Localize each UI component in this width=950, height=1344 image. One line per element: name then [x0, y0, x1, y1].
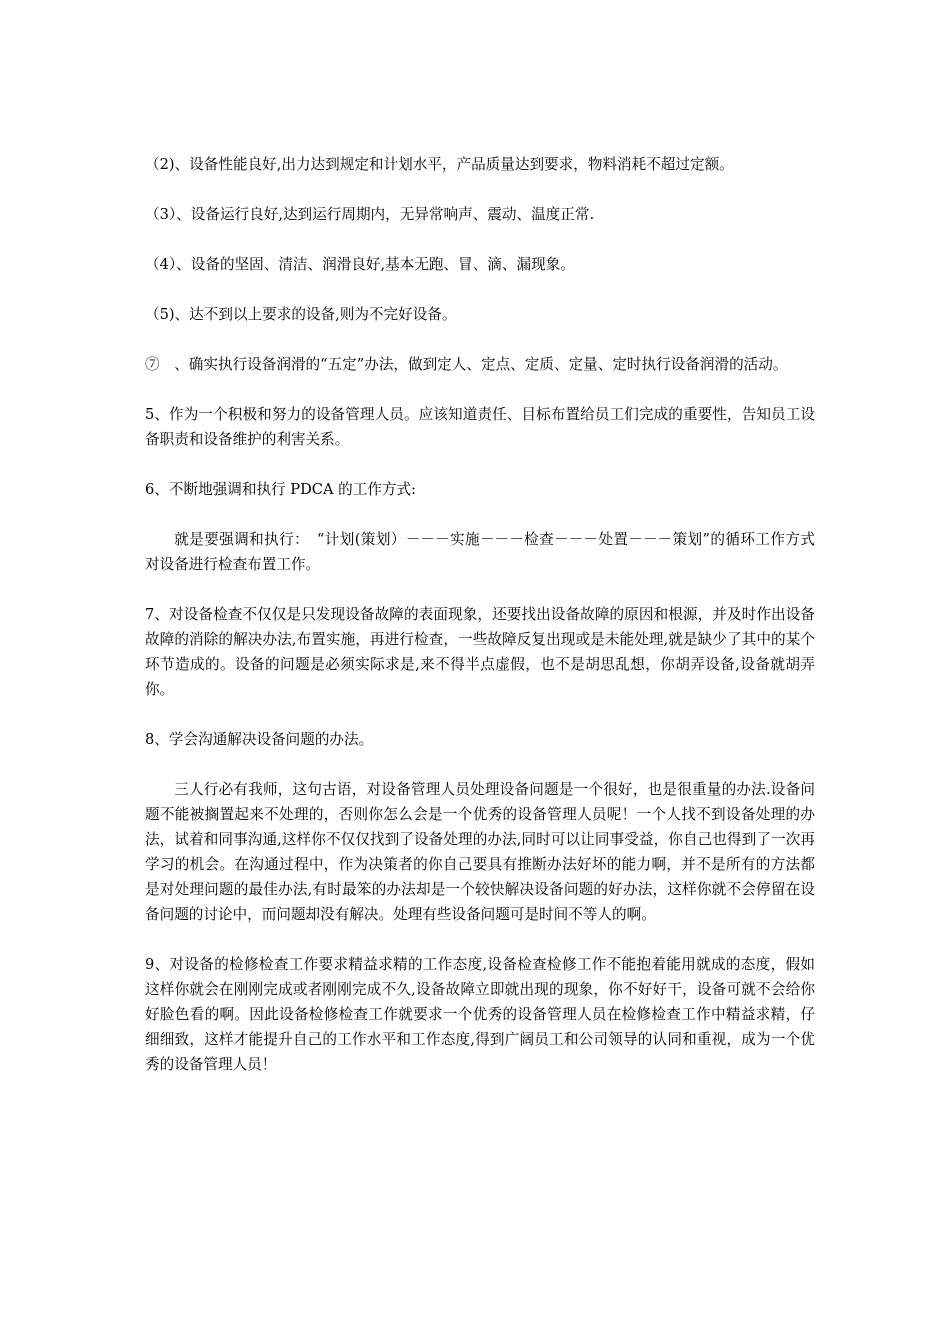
paragraph-section-8: 8、学会沟通解决设备问题的办法。 — [145, 731, 374, 748]
paragraph-section-5: 5、作为一个积极和努力的设备管理人员。应该知道责任、目标布置给员工们完成的重要性，告知员工设备职责和设备维护的利害关系。 — [145, 406, 815, 448]
paragraph-item-5: （5)、达不到以上要求的设备,则为不完好设备。 — [145, 306, 457, 323]
paragraph-communication: 三人行必有我师，这句古语，对设备管理人员处理设备问题是一个很好，也是很重量的办法.设备问题不能被搁置起来不处理的，否则你怎么会是一个优秀的设备管理人员呢！一个人找不到设备处理的办法，试着和同事沟通,这样你不仅仅找到了设备处理的办法,同时可以让同事受益，你自己也得到了一次再学习的机会。在沟通过程中，作为决策者的你自己要具有推断办法好坏的能力啊，并不是所有的方法都是对处理问题的最佳办法,有时最笨的办法却是一个较快解决设备问题的好办法，这样你就不会停留在设备问题的讨论中，而问题却没有解决。处理有些设备问题可是时间不等人的啊。 — [145, 781, 815, 923]
paragraph-item-4: （4）、设备的坚固、清洁、润滑良好,基本无跑、冒、滴、漏现象。 — [145, 256, 575, 273]
paragraph-item-7-lubrication: ⑦ 、确实执行设备润滑的“五定”办法，做到定人、定点、定质、定量、定时执行设备润滑的活动。 — [145, 356, 788, 373]
paragraph-pdca-cycle: 就是要强调和执行： “计划(策划）－－－实施－－－检查－－－处置－－－策划”的循环工作方式对设备进行检查布置工作。 — [145, 531, 815, 573]
paragraph-section-9: 9、对设备的检修检查工作要求精益求精的工作态度,设备检查检修工作不能抱着能用就成的态度，假如这样你就会在刚刚完成或者刚刚完成不久,设备故障立即就出现的现象，你不好好干，设备可就不会给你好脸色看的啊。因此设备检修检查工作就要求一个优秀的设备管理人员在检修检查工作中精益求精，仔细细致，这样才能提升自己的工作水平和工作态度,得到广阔员工和公司领导的认同和重视，成为一个优秀的设备管理人员！ — [145, 956, 815, 1073]
paragraph-section-7: 7、对设备检查不仅仅是只发现设备故障的表面现象，还要找出设备故障的原因和根源，并及时作出设备故障的消除的解决办法,布置实施，再进行检查，一些故障反复出现或是未能处理,就是缺少了其中的某个环节造成的。设备的问题是必须实际求是,来不得半点虚假，也不是胡思乱想，你胡弄设备,设备就胡弄你。 — [145, 606, 815, 698]
paragraph-item-2: （2)、设备性能良好,出力达到规定和计划水平，产品质量达到要求，物料消耗不超过定额。 — [145, 156, 734, 173]
document-body — [145, 152, 815, 1102]
paragraph-section-6: 6、不断地强调和执行 PDCA 的工作方式: — [145, 481, 417, 498]
paragraph-item-3: （3）、设备运行良好,达到运行周期内，无异常响声、震动、温度正常. — [145, 206, 595, 223]
